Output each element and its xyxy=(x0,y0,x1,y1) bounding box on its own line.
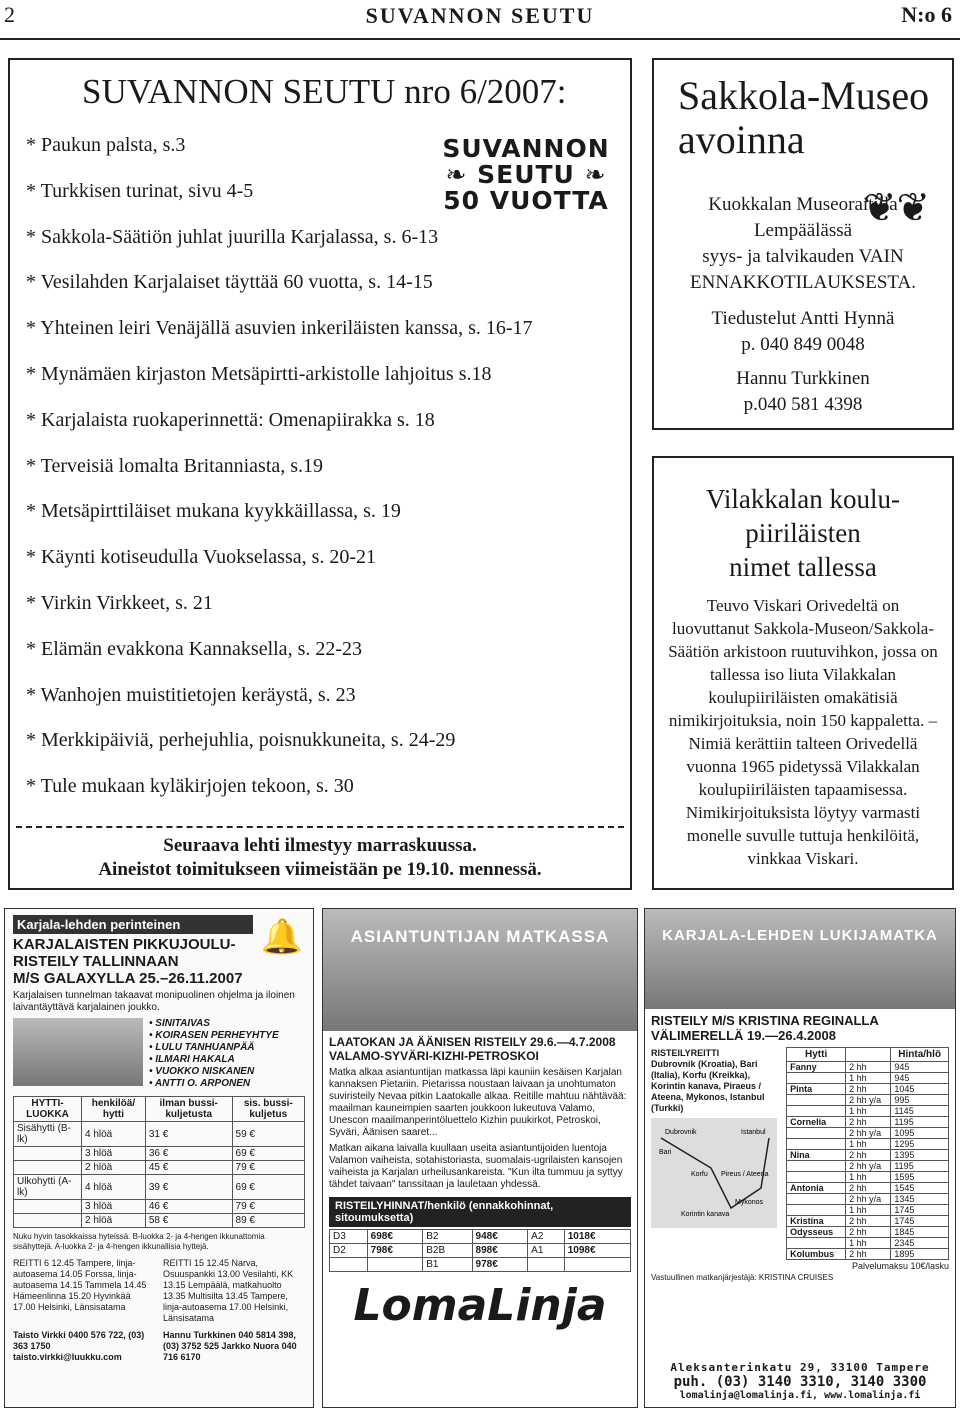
museum-text: ENNAKKOTILAUKSESTA. xyxy=(690,272,916,293)
table-cell: 1145 xyxy=(891,1106,949,1117)
map-label: Bari xyxy=(659,1149,672,1156)
table-row xyxy=(787,1238,949,1249)
table-row xyxy=(787,1249,949,1260)
table-cell: 2345 xyxy=(891,1238,949,1249)
map-label: Istanbul xyxy=(741,1129,766,1136)
museum-text: syys- ja talvikauden VAIN xyxy=(702,246,904,267)
lomalinja-logo: LomaLinja xyxy=(353,1280,607,1331)
ad-body: Matkan aikana laivalla kuullaan useita asiantuntijoiden luentoja Valamon vaiheista, sotahistoriasta, suomalais-ugrilaisten kansojen vaiheista ja Karjalan urheilusankareista. "Kun ilta tummuu ja syttyy tähdet taivaan" tanssitaan ja lauletaan yhdessä. xyxy=(329,1143,623,1190)
table-cell xyxy=(787,1139,846,1150)
map-label: Korintin kanava xyxy=(681,1211,730,1218)
museum-phone[interactable]: p. 040 849 0048 xyxy=(741,334,865,355)
ad-intro: Karjalaisen tunnelman takaavat monipuolinen ohjelma ja iloinen laivantäyttävä karjalainen joukko. xyxy=(13,990,295,1013)
table-cell xyxy=(787,1106,846,1117)
museum-title-line: avoinna xyxy=(678,117,805,162)
contents-item[interactable]: * Wanhojen muistitietojen keräystä, s. 23 xyxy=(26,683,356,706)
table-cell xyxy=(787,1095,846,1106)
service-fee: Palvelumaksu 10€/lasku xyxy=(851,1261,949,1271)
table-cell: 995 xyxy=(891,1095,949,1106)
contents-item[interactable]: * Mynämäen kirjaston Metsäpirtti-arkistolle lahjoitus s.18 xyxy=(26,362,492,385)
table-cell: Nina xyxy=(787,1150,846,1161)
ad-headline-line: KARJALAISTEN PIKKUJOULU- xyxy=(13,936,236,953)
table-cell: 2 hh xyxy=(846,1062,891,1073)
table-cell: 945 xyxy=(891,1073,949,1084)
dashed-divider xyxy=(16,826,624,828)
table-row xyxy=(787,1205,949,1216)
band-photo xyxy=(13,1018,143,1086)
contact-info[interactable]: Taisto Virkki 0400 576 722, (03) 363 1750 taisto.virkki@luukku.com xyxy=(13,1330,145,1362)
contents-item[interactable]: * Virkin Virkkeet, s. 21 xyxy=(26,591,213,614)
contents-item[interactable]: * Elämän evakkona Kannaksella, s. 22-23 xyxy=(26,637,363,660)
table-cell xyxy=(787,1073,846,1084)
route-list: Dubrovnik (Kroatia), Bari (Italia), Korfu (Kreikka), Korintin kanava, Piraeus / Ateena, Mykonos, Istanbul (Turkki) xyxy=(651,1059,765,1113)
table-cell: 1095 xyxy=(891,1128,949,1139)
contents-item[interactable]: * Sakkola-Säätiön juhlat juurilla Karjalassa, s. 6-13 xyxy=(26,225,439,248)
table-row xyxy=(787,1073,949,1084)
table-cell: 1895 xyxy=(891,1249,949,1260)
table-row xyxy=(787,1062,949,1073)
next-issue-text: Seuraava lehti ilmestyy marraskuussa. xyxy=(163,835,477,856)
table-cell: 1295 xyxy=(891,1139,949,1150)
table-row: 2 hlöä 58 € 89 € xyxy=(14,1214,305,1228)
table-row xyxy=(787,1194,949,1205)
ad-title: RISTEILY M/S KRISTINA REGINALLA VÄLIMERELLÄ 19.—26.4.2008 xyxy=(651,1013,879,1043)
table-cell: 2 hh xyxy=(846,1216,891,1227)
table-header: HYTTI-LUOKKA xyxy=(14,1097,82,1122)
ad-headline-line: RISTEILY TALLINNAAN xyxy=(13,953,179,970)
table-cell: 2 hh xyxy=(846,1150,891,1161)
table-cell: 1 hh xyxy=(846,1106,891,1117)
table-cell: 2 hh y/a xyxy=(846,1161,891,1172)
artist: • VUOKKO NISKANEN xyxy=(149,1066,255,1077)
table-cell: 2 hh xyxy=(846,1183,891,1194)
map-label: Dubrovnik xyxy=(665,1129,697,1136)
table-cell: 1745 xyxy=(891,1216,949,1227)
table-cell: 1345 xyxy=(891,1194,949,1205)
price-table xyxy=(13,1096,305,1228)
table-cell: 2 hh xyxy=(846,1227,891,1238)
table-row xyxy=(787,1183,949,1194)
table-row xyxy=(787,1161,949,1172)
next-issue-notice xyxy=(10,834,630,882)
table-cell xyxy=(787,1172,846,1183)
vilakkala-body: Teuvo Viskari Orivedeltä on luovuttanut Sakkola-Museon/Sakkola-Säätiön arkistoon ruutuvihkon, jossa on tallessa iso liuta Vilakkalan koulupiiriläisten omakätisiä nimikirjoituksia, noin 150 kappaletta. – Nimiä kerättiin talteen Orivedellä vuonna 1965 pidetyssä Vilakkalan koulupiiriläisten tapaamisessa. Nimikirjoituksista löytyy varmasti monelle suvulle tuttuja henkilöitä, vinkkaa Viskari. xyxy=(668,596,938,868)
table-row: D2 798€ B2B 898€ A1 1098€ xyxy=(330,1244,631,1258)
ad-header: KARJALA-LEHDEN LUKIJAMATKA xyxy=(662,927,938,944)
table-cell: 2 hh xyxy=(846,1117,891,1128)
table-cell: Pinta xyxy=(787,1084,846,1095)
artist: • KOIRASEN PERHEYHTYE xyxy=(149,1030,279,1041)
table-row: 3 hlöä 46 € 79 € xyxy=(14,1200,305,1214)
ad-kristina-cruise xyxy=(644,908,956,1408)
table-row: B1 978€ xyxy=(330,1258,631,1272)
ad-header: ASIANTUNTIJAN MATKASSA xyxy=(350,927,610,946)
table-cell: 1045 xyxy=(891,1084,949,1095)
table-cell xyxy=(787,1128,846,1139)
phone[interactable]: puh. (03) 3140 3310, 3140 3300 xyxy=(673,1374,927,1390)
logo-line: ❧ SEUTU ❧ xyxy=(445,160,607,189)
table-cell: Odysseus xyxy=(787,1227,846,1238)
ad-laatokka-cruise xyxy=(322,908,638,1408)
bus-route: REITTI 15 12.45 Narva, Osuuspankki 13.00 Vesilahti, KK 13.15 Lempäälä, matkahuolto 13.35 Multisilta 13.45 Tampere, linja-autoasema 17.00 Helsinki, Länsisatama xyxy=(163,1258,294,1323)
table-cell: 1 hh xyxy=(846,1172,891,1183)
map-label: Mykonos xyxy=(735,1199,764,1206)
table-cell: 1 hh xyxy=(846,1205,891,1216)
table-cell: 1745 xyxy=(891,1205,949,1216)
museum-title-line: Sakkola-Museo xyxy=(678,73,930,118)
artist: • SINITAIVAS xyxy=(149,1018,210,1029)
museum-text: Kuokkalan Museoraitilla xyxy=(708,194,898,215)
vilakkala-title-line: nimet tallessa xyxy=(729,552,877,582)
anniversary-logo xyxy=(436,136,616,214)
table-row xyxy=(787,1095,949,1106)
cabin-notes: Nuku hyvin tasokkaissa hyteissä. B-luokka 2- ja 4-hengen ikkunattomia sisähyttejä. A-luokka 2- ja 4-hengen ikkunallisia hyttejä. xyxy=(13,1232,265,1251)
table-row: Ulkohytti (A-lk) 4 hlöä 39 € 69 € xyxy=(14,1175,305,1200)
museum-phone[interactable]: p.040 581 4398 xyxy=(743,394,863,415)
contents-item[interactable]: * Merkkipäiviä, perhejuhlia, poisnukkuneita, s. 24-29 xyxy=(26,729,456,752)
table-cell: 945 xyxy=(891,1062,949,1073)
table-row: Sisähytti (B-lk) 4 hlöä 31 € 59 € xyxy=(14,1122,305,1147)
table-header: Hinta/hlö xyxy=(891,1048,949,1062)
contact-footer xyxy=(651,1361,949,1401)
ad-headline xyxy=(13,936,273,987)
museum-title xyxy=(664,74,942,162)
table-cell: 2 hh y/a xyxy=(846,1095,891,1106)
contents-item[interactable]: * Karjalaista ruokaperinnettä: Omenapiirakka s. 18 xyxy=(26,408,435,431)
contents-item[interactable]: * Vesilahden Karjalaiset täyttää 60 vuotta, s. 14-15 xyxy=(26,271,433,294)
table-cell xyxy=(787,1194,846,1205)
table-cell: 1595 xyxy=(891,1172,949,1183)
table-cell xyxy=(787,1238,846,1249)
logo-line: 50 VUOTTA xyxy=(443,186,609,215)
contents-item[interactable]: * Käynti kotiseudulla Vuokselassa, s. 20-21 xyxy=(26,546,377,569)
table-cell: 1195 xyxy=(891,1117,949,1128)
table-cell xyxy=(787,1161,846,1172)
table-row xyxy=(787,1128,949,1139)
publication-title: SUVANNON SEUTU xyxy=(365,3,595,28)
table-cell: 1395 xyxy=(891,1150,949,1161)
table-cell: 2 hh y/a xyxy=(846,1194,891,1205)
artist-list xyxy=(143,1018,279,1090)
table-cell: 1545 xyxy=(891,1183,949,1194)
issue-number: N:o 6 xyxy=(901,2,952,27)
table-header: henkilöä/ hytti xyxy=(82,1097,146,1122)
ad-headline-line: M/S GALAXYLLA 25.–26.11.2007 xyxy=(13,970,243,987)
table-cell: 2 hh y/a xyxy=(846,1128,891,1139)
table-row xyxy=(787,1106,949,1117)
table-row: D3 698€ B2 948€ A2 1018€ xyxy=(330,1230,631,1244)
table-cell: 1195 xyxy=(891,1161,949,1172)
address: Aleksanterinkatu 29, 33100 Tampere xyxy=(670,1361,930,1374)
ad-title: LAATOKAN JA ÄÄNISEN RISTEILY 29.6.—4.7.2008 xyxy=(329,1035,616,1049)
table-row xyxy=(787,1150,949,1161)
deadline-text: Aineistot toimitukseen viimeistään pe 19.10. mennessä. xyxy=(98,859,542,880)
table-cell: 1845 xyxy=(891,1227,949,1238)
table-row: 2 hlöä 45 € 79 € xyxy=(14,1161,305,1175)
table-cell: Kolumbus xyxy=(787,1249,846,1260)
table-cell: Kristina xyxy=(787,1216,846,1227)
vilakkala-title xyxy=(666,482,940,584)
route-map xyxy=(651,1118,777,1228)
contents-item[interactable]: * Terveisiä lomalta Britanniasta, s.19 xyxy=(26,454,324,477)
table-row: 3 hlöä 36 € 69 € xyxy=(14,1147,305,1161)
ad-pikkujoulu xyxy=(4,908,314,1408)
contents-item[interactable]: * Turkkisen turinat, sivu 4-5 xyxy=(26,179,254,202)
table-header: sis. bussi-kuljetus xyxy=(232,1097,304,1122)
table-cell xyxy=(787,1205,846,1216)
table-row xyxy=(787,1227,949,1238)
table-cell: Cornelia xyxy=(787,1117,846,1128)
contents-box xyxy=(8,58,632,890)
contents-title: SUVANNON SEUTU nro 6/2007: xyxy=(82,72,567,111)
contents-item[interactable]: * Yhteinen leiri Venäjällä asuvien inkeriläisten kanssa, s. 16-17 xyxy=(26,317,533,340)
price-table xyxy=(329,1229,631,1272)
table-cell: 2 hh xyxy=(846,1249,891,1260)
table-cell: 1 hh xyxy=(846,1073,891,1084)
contents-list xyxy=(26,130,626,817)
artist: • LULU TANHUANPÄÄ xyxy=(149,1042,255,1053)
table-cell: Antonia xyxy=(787,1183,846,1194)
museum-box xyxy=(652,58,954,430)
museum-text: Hannu Turkkinen xyxy=(736,368,870,389)
table-header: ilman bussi-kuljetusta xyxy=(145,1097,232,1122)
table-row xyxy=(787,1172,949,1183)
vilakkala-title-line: Vilakkalan koulu- xyxy=(705,484,901,514)
bell-icon: 🔔 xyxy=(260,918,303,956)
cabin-price-table xyxy=(786,1047,949,1260)
map-label: Pireus / Ateena xyxy=(721,1171,769,1178)
table-cell: Fanny xyxy=(787,1062,846,1073)
ad-badge: Karjala-lehden perinteinen xyxy=(13,915,253,934)
logo-line: SUVANNON xyxy=(442,134,610,163)
table-cell: 1 hh xyxy=(846,1238,891,1249)
table-cell: 1 hh xyxy=(846,1139,891,1150)
table-cell: 2 hh xyxy=(846,1084,891,1095)
contents-item[interactable]: * Paukun palsta, s.3 xyxy=(26,134,186,156)
bus-route: REITTI 6 12.45 Tampere, linja-autoasema 14.05 Forssa, linja-autoasema 14.15 Tammela 14.45 Hämeenlinna 15.20 Hyvinkää 17.00 Helsinki, Länsisatama xyxy=(13,1258,147,1312)
vilakkala-box xyxy=(652,456,954,890)
table-row xyxy=(787,1117,949,1128)
price-header: RISTEILYHINNAT/henkilö (ennakkohinnat, sitoumuksetta) xyxy=(329,1197,631,1227)
windmill-photo xyxy=(645,909,955,1009)
page-number: 2 xyxy=(4,2,15,27)
landscape-photo xyxy=(323,909,637,1031)
table-row xyxy=(787,1084,949,1095)
web-link[interactable]: lomalinja@lomalinja.fi, www.lomalinja.fi xyxy=(679,1390,921,1401)
artist: • ANTTI O. ARPONEN xyxy=(149,1078,251,1089)
contents-item[interactable]: * Tule mukaan kyläkirjojen tekoon, s. 30 xyxy=(26,775,354,798)
vilakkala-title-line: piiriläisten xyxy=(745,518,861,548)
contents-item[interactable]: * Metsäpirttiläiset mukana kyykkäillassa, s. 19 xyxy=(26,500,401,523)
artist: • ILMARI HAKALA xyxy=(149,1054,235,1065)
map-label: Korfu xyxy=(691,1171,708,1178)
table-row xyxy=(787,1216,949,1227)
table-row xyxy=(787,1139,949,1150)
page-header xyxy=(0,0,960,40)
museum-text: Tiedustelut Antti Hynnä xyxy=(711,308,895,329)
ornament-icon: ❦❦ xyxy=(862,185,930,230)
ad-route: VALAMO-SYVÄRI-KIZHI-PETROSKOI xyxy=(329,1049,539,1063)
museum-text: Lempäälässä xyxy=(753,220,853,241)
logo-word: SEUTU xyxy=(477,160,575,189)
route-label: RISTEILYREITTI xyxy=(651,1048,720,1058)
table-header: Hytti xyxy=(787,1048,846,1062)
organizer: Vastuullinen matkanjärjestäjä: KRISTINA CRUISES xyxy=(651,1273,834,1282)
contact-info[interactable]: Hannu Turkkinen 040 5814 398, (03) 3752 525 Jarkko Nuora 040 716 6170 xyxy=(163,1330,297,1362)
ad-body: Matka alkaa asiantuntijan matkassa läpi kauniin kesäisen Karjalan kannaksen Pietariin. Pietarissa noustaan laivaan ja unohtumaton suviristeily Nevaa pitkin Laatokalle alkaa. Reitille mahtuu nähtävää: maailman kauneimpien saarten joukkoon lukeutuva Valamo, Unescon maailmanperintöluettelo Kizhin puukirkot, Petroskoi, Syväri, Äänisen saaret... xyxy=(329,1067,627,1138)
